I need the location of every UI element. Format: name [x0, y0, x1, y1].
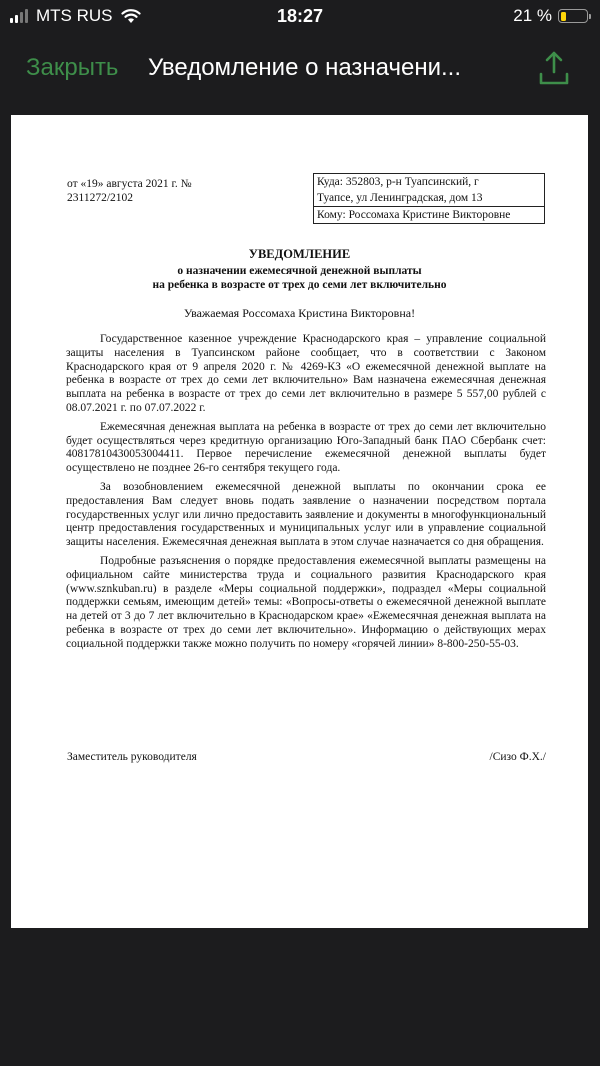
body-paragraph: За возобновлением ежемесячной денежной выплаты по окончании срока ее предоставления Вам следует вновь подать заявление о назначении посредством портала государственных услуг или лично предоставить заявление и документы в многофункциональный центр предоставления государственных и муниципальных услуг или в управление социальной защиты населения. Ежемесячная денежная выплата в этом случае назначается со дня обращения.	[66, 480, 546, 549]
notice-title: УВЕДОМЛЕНИЕ	[248, 247, 351, 261]
signature-title: Заместитель руководителя	[67, 751, 197, 763]
close-button[interactable]: Закрыть	[26, 54, 119, 81]
notice-body	[66, 333, 546, 657]
nav-bar	[0, 36, 600, 100]
recipient: Кому: Россомаха Кристине Викторовне	[314, 206, 544, 223]
document-date-number	[67, 177, 257, 205]
status-right	[513, 6, 588, 26]
address-box	[313, 173, 545, 224]
document-date: от «19» августа 2021 г. №	[67, 178, 192, 190]
notice-subtitle-1: о назначении ежемесячной денежной выплаты	[177, 265, 422, 277]
status-bar	[0, 0, 600, 36]
body-paragraph: Ежемесячная денежная выплата на ребенка в возрасте от трех до семи лет включительно будет осуществляться через кредитную организацию Юго-Западный банк ПАО Сбербанк счет: 40817810430053004411. Первое перечисление ежемесячной денежной выплаты будет осуществлено не позднее 26-го сентября текущего года.	[66, 420, 546, 475]
signature-name: /Сизо Ф.Х./	[489, 751, 546, 763]
body-paragraph: Подробные разъяснения о порядке предоставления ежемесячной выплаты размещены на официальном сайте министерства труда и социального развития Краснодарского края (www.sznkuban.ru) в разделе «Меры социальной поддержки», подраздел «Меры социальной поддержки семьям, имеющим детей» темы: «Вопросы-ответы о ежемесячной денежной выплате на детей от 3 до 7 лет включительно в Краснодарском крае» «Ежемесячная денежная выплата на ребенка в возрасте от трех до семи лет включительно». Информацию о действующих мерах социальной поддержки также можно получить по номеру «горячей линии» 8-800-250-55-03.	[66, 554, 546, 650]
document-title: Уведомление о назначени...	[148, 54, 462, 81]
document-number: 2311272/2102	[67, 192, 134, 204]
notice-subtitle-2: на ребенка в возрасте от трех до семи лет включительно	[152, 279, 447, 291]
salutation: Уважаемая Россомаха Кристина Викторовна!	[183, 306, 416, 320]
battery-percent: 21 %	[513, 6, 552, 25]
battery-fill	[561, 12, 566, 21]
battery-icon	[558, 9, 588, 23]
address-line-1: Куда: 352803, р-н Туапсинский, г	[317, 176, 479, 188]
body-paragraph: Государственное казенное учреждение Краснодарского края – управление социальной защиты населения в Туапсинском районе сообщает, что в соответствии с Законом Краснодарского края от 9 апреля 2020 г. № 4269-КЗ «О ежемесячной денежной выплате на ребенка в возрасте от трех до семи лет включительно» Вам назначена ежемесячная денежная выплата на ребенка в возрасте от трех до семи лет включительно в размере 5 557,00 рублей с 08.07.2021 г. по 07.07.2022 г.	[66, 333, 546, 414]
address-line-2: Туапсе, ул Ленинградская, дом 13	[317, 192, 483, 204]
document-page	[11, 115, 588, 928]
status-time: 18:27	[276, 6, 324, 26]
share-icon[interactable]	[538, 50, 570, 86]
carrier-name: MTS RUS	[36, 6, 113, 25]
